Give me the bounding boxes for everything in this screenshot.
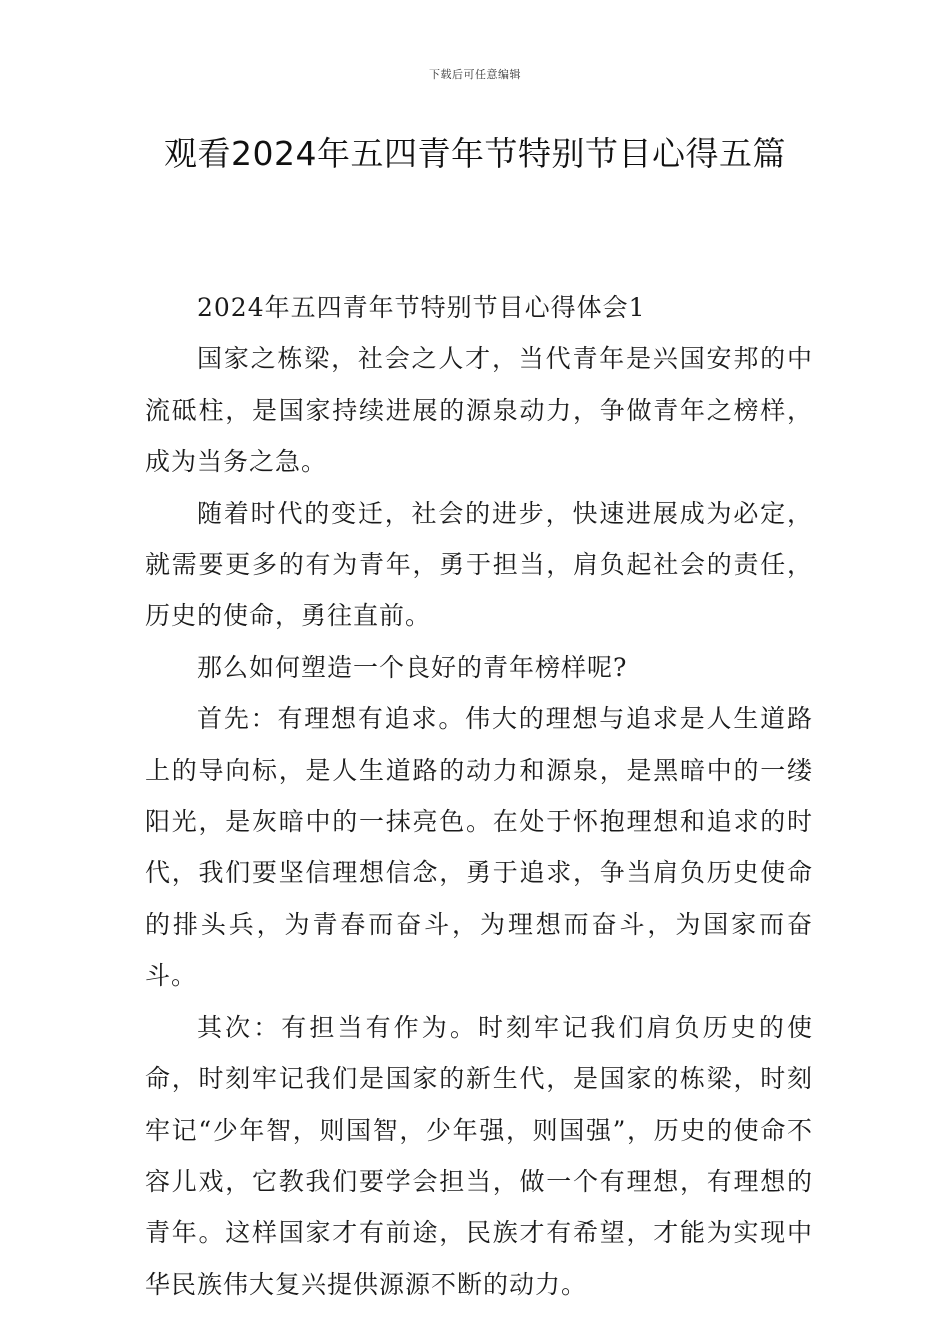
paragraph: 那么如何塑造一个良好的青年榜样呢? <box>197 652 628 682</box>
header-note: 下载后可任意编辑 <box>429 68 521 81</box>
section-heading: 2024年五四青年节特别节目心得体会1 <box>197 293 646 322</box>
paragraph: 国家之栋梁，社会之人才，当代青年是兴国安邦的中流砥柱，是国家持续进展的源泉动力，争做青年之榜样，成为当务之急。 <box>145 344 813 477</box>
document-body <box>145 282 813 1310</box>
paragraph: 随着时代的变迁，社会的进步，快速进展成为必定，就需要更多的有为青年，勇于担当，肩负起社会的责任，历史的使命，勇往直前。 <box>145 498 813 631</box>
paragraph: 首先：有理想有追求。伟大的理想与追求是人生道路上的导向标，是人生道路的动力和源泉，是黑暗中的一缕阳光，是灰暗中的一抹亮色。在处于怀抱理想和追求的时代，我们要坚信理想信念，勇于追求，争当肩负历史使命的排头兵，为青春而奋斗，为理想而奋斗，为国家而奋斗。 <box>145 704 813 991</box>
paragraph: 其次：有担当有作为。时刻牢记我们肩负历史的使命，时刻牢记我们是国家的新生代，是国家的栋梁，时刻牢记“少年智，则国智，少年强，则国强”，历史的使命不容儿戏，它教我们要学会担当，做一个有理想，有理想的青年。这样国家才有前途，民族才有希望，才能为实现中华民族伟大复兴提供源源不断的动力。 <box>145 1012 813 1299</box>
document-title: 观看2024年五四青年节特别节目心得五篇 <box>164 134 786 173</box>
